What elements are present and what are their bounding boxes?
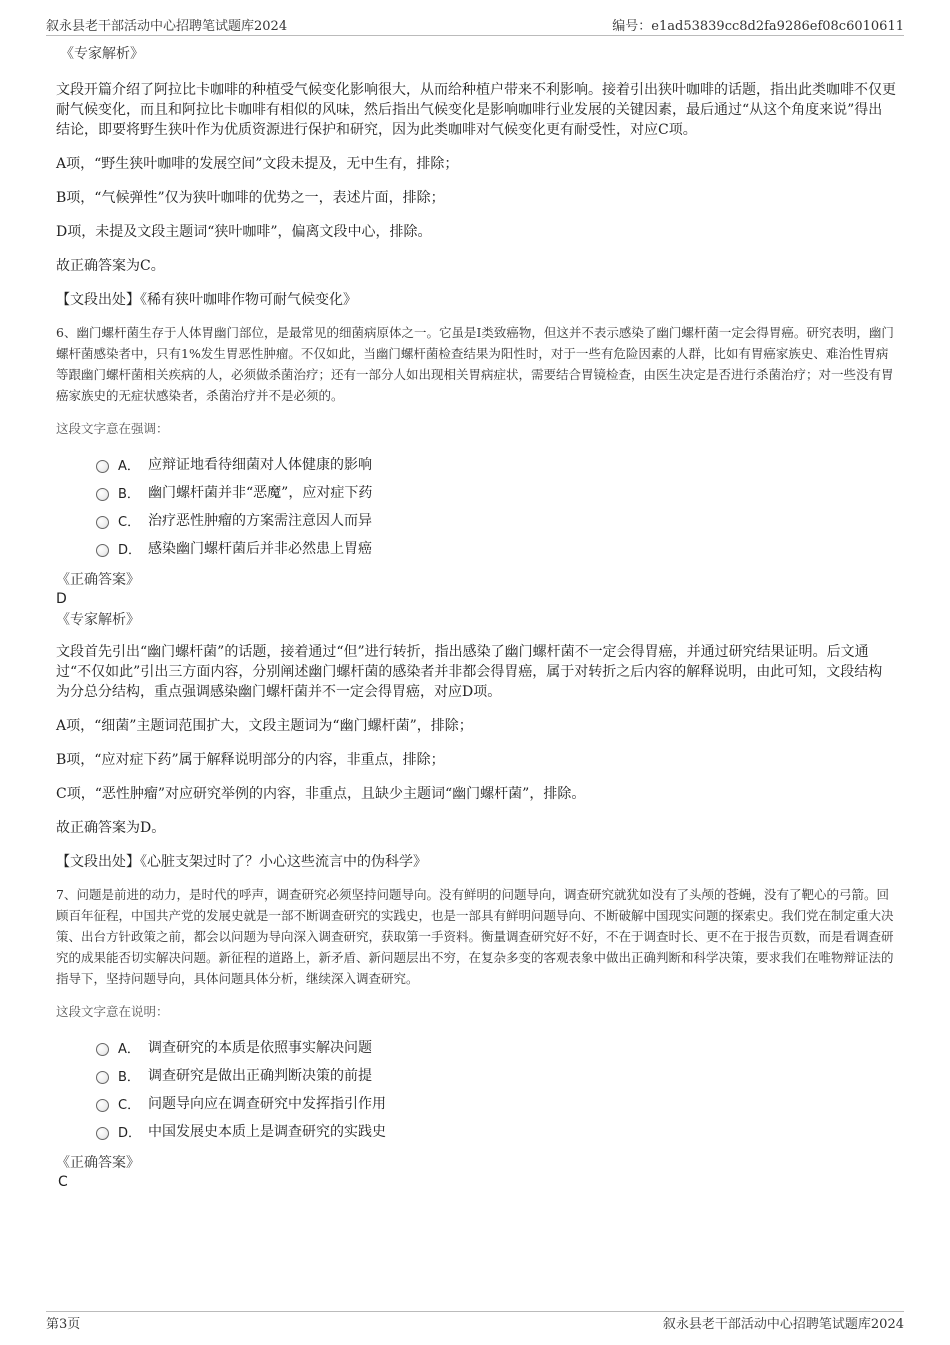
q6-option-b[interactable]: B． 幽门螺杆菌并非“恶魔”，应对症下药 xyxy=(96,478,896,506)
radio-icon[interactable] xyxy=(96,516,109,529)
q5-option-a-note: A项，“野生狭叶咖啡的发展空间”文段未提及，无中生有，排除； xyxy=(56,156,459,172)
page-number: 第3页 xyxy=(46,1316,81,1332)
q7-option-b[interactable]: B． 调查研究是做出正确判断决策的前提 xyxy=(96,1061,896,1089)
radio-icon[interactable] xyxy=(96,488,109,501)
q5-analysis: 文段开篇介绍了阿拉比卡咖啡的种植受气候变化影响很大，从而给种植户带来不利影响。接着引出狭叶咖啡的话题，指出此类咖啡不仅更耐气候变化，而且和阿拉比卡咖啡有相似的风味，然后指出气候变化是影响咖啡行业发展的关键因素，最后通过“从这个角度来说”得出结论，即要将野生狭叶作为优质资源进行保护和研究，因为此类咖啡对气候变化更有耐受性，对应C项。 xyxy=(56,82,896,138)
q6-passage: 6、幽门螺杆菌生存于人体胃幽门部位，是最常见的细菌病原体之一。它虽是I类致癌物，但这并不表示感染了幽门螺杆菌一定会得胃癌。研究表明，幽门螺杆菌感染者中，只有1%发生胃恶性肿瘤。不仅如此，当幽门螺杆菌检查结果为阳性时，对于一些有危险因素的人群，比如有胃癌家族史、难治性胃病等跟幽门螺杆菌相关疾病的人，必须做杀菌治疗；还有一部分人如出现相关胃病症状，需要结合胃镜检查，由医生决定是否进行杀菌治疗；对一些没有胃癌家族史的无症状感染者，杀菌治疗并不是必须的。 xyxy=(56,325,894,403)
radio-icon[interactable] xyxy=(96,1043,109,1056)
q6-conclusion: 故正确答案为D。 xyxy=(56,820,166,836)
q6-option-d[interactable]: D． 感染幽门螺杆菌后并非必然患上胃癌 xyxy=(96,534,896,562)
q5-conclusion: 故正确答案为C。 xyxy=(56,258,165,274)
q7-option-a[interactable]: A． 调查研究的本质是依照事实解决问题 xyxy=(96,1033,896,1061)
q7-option-c[interactable]: C． 问题导向应在调查研究中发挥指引作用 xyxy=(96,1089,896,1117)
radio-icon[interactable] xyxy=(96,460,109,473)
q6-option-c[interactable]: C． 治疗恶性肿瘤的方案需注意因人而异 xyxy=(96,506,896,534)
q6-source: 【文段出处】《心脏支架过时了？小心这些流言中的伪科学》 xyxy=(56,854,427,870)
radio-icon[interactable] xyxy=(96,1127,109,1140)
q5-expert-label: 《专家解析》 xyxy=(60,46,144,62)
radio-icon[interactable] xyxy=(96,544,109,557)
header-doc-id: 编号：e1ad53839cc8d2fa9286ef08c6010611 xyxy=(612,18,904,34)
q6-option-b-note: B项，“应对症下药”属于解释说明部分的内容，非重点，排除； xyxy=(56,752,445,768)
q7-options xyxy=(96,1033,896,1145)
radio-icon[interactable] xyxy=(96,1071,109,1084)
q6-analysis: 文段首先引出“幽门螺杆菌”的话题，接着通过“但”进行转折，指出感染了幽门螺杆菌不一定会得胃癌，并通过研究结果证明。后文通过“不仅如此”引出三方面内容，分别阐述幽门螺杆菌的感染者并非都会得胃癌，属于对转折之后内容的解释说明，由此可知，文段结构为分总分结构，重点强调感染幽门螺杆菌并不一定会得胃癌，对应D项。 xyxy=(56,644,883,700)
q6-option-a[interactable]: A． 应辩证地看待细菌对人体健康的影响 xyxy=(96,450,896,478)
q7-answer-label: 《正确答案》 xyxy=(56,1155,140,1171)
q5-option-d-note: D项，未提及文段主题词“狭叶咖啡”，偏离文段中心，排除。 xyxy=(56,224,432,240)
header-title: 叙永县老干部活动中心招聘笔试题库2024 xyxy=(46,18,288,34)
q6-answer-label: 《正确答案》 xyxy=(56,572,140,588)
q7-answer: C xyxy=(58,1174,68,1190)
q7-stem: 这段文字意在说明： xyxy=(56,1004,169,1019)
q6-stem: 这段文字意在强调： xyxy=(56,421,169,436)
q6-option-a-note: A项，“细菌”主题词范围扩大，文段主题词为“幽门螺杆菌”，排除； xyxy=(56,718,473,734)
q6-options xyxy=(96,450,896,562)
q7-option-d[interactable]: D． 中国发展史本质上是调查研究的实践史 xyxy=(96,1117,896,1145)
radio-icon[interactable] xyxy=(96,1099,109,1112)
q7-passage: 7、问题是前进的动力，是时代的呼声，调查研究必须坚持问题导向。没有鲜明的问题导向，调查研究就犹如没有了头颅的苍蝇，没有了靶心的弓箭。回顾百年征程，中国共产党的发展史就是一部不断调查研究的实践史，也是一部具有鲜明问题导向、不断破解中国现实问题的探索史。我们党在制定重大决策、出台方针政策之前，都会以问题为导向深入调查研究，获取第一手资料。衡量调查研究好不好，不在于调查时长、更不在于报告页数，而是看调查研究的成果能否切实解决问题。新征程的道路上，新矛盾、新问题层出不穷，在复杂多变的客观表象中做出正确判断和科学决策，要求我们在唯物辩证法的指导下，坚持问题导向，具体问题具体分析，继续深入调查研究。 xyxy=(56,887,894,986)
q6-option-c-note: C项，“恶性肿瘤”对应研究举例的内容，非重点，且缺少主题词“幽门螺杆菌”，排除。 xyxy=(56,786,586,802)
header-divider xyxy=(46,35,904,36)
q6-answer: D xyxy=(56,591,67,607)
page-header xyxy=(46,14,904,34)
q6-expert-label: 《专家解析》 xyxy=(56,612,140,628)
page-footer xyxy=(46,1313,904,1331)
page-content xyxy=(56,44,896,1191)
q5-source: 【文段出处】《稀有狭叶咖啡作物可耐气候变化》 xyxy=(56,292,357,308)
q5-option-b-note: B项，“气候弹性”仅为狭叶咖啡的优势之一，表述片面，排除； xyxy=(56,190,445,206)
footer-title: 叙永县老干部活动中心招聘笔试题库2024 xyxy=(662,1316,904,1332)
